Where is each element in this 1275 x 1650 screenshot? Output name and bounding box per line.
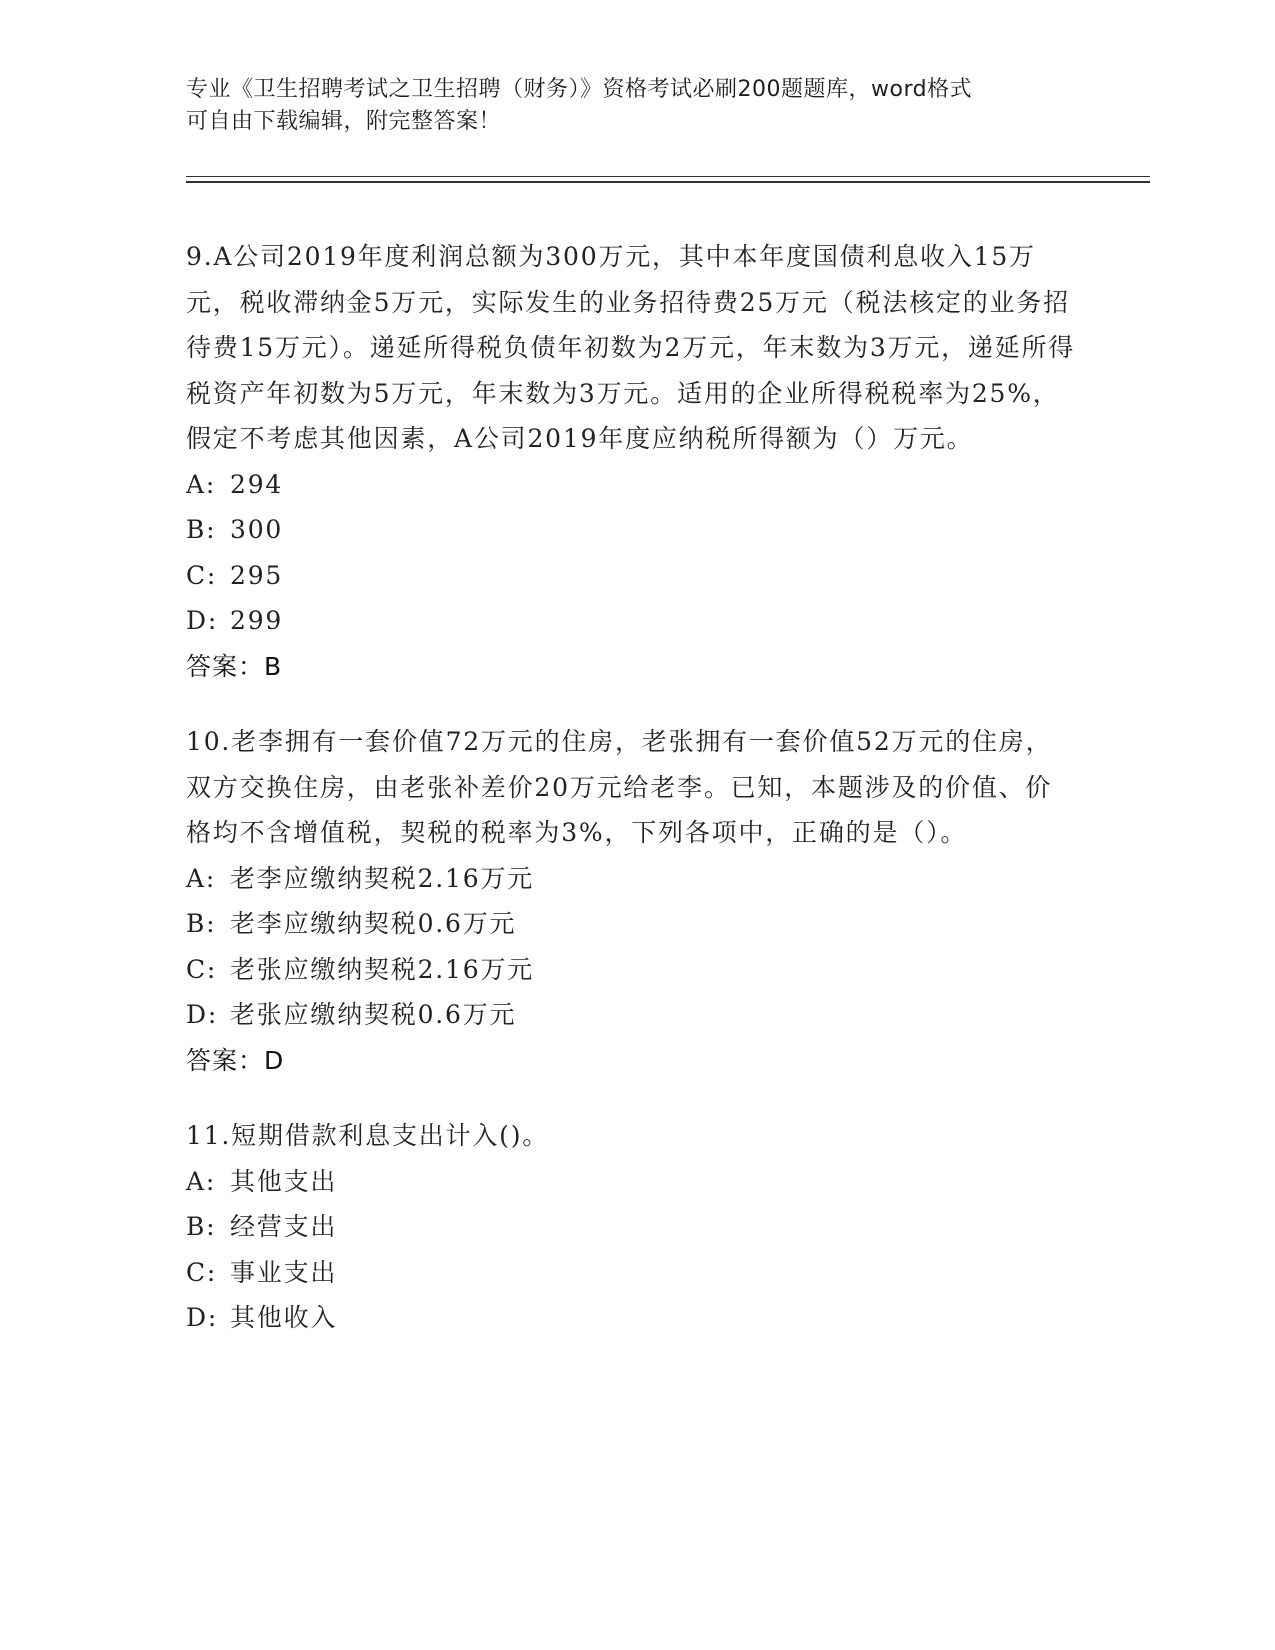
option-text: 其他收入 — [230, 1303, 338, 1332]
answer-line: 答案：B — [186, 651, 283, 681]
option-c — [186, 1250, 1076, 1296]
option-d — [186, 598, 1076, 644]
question-list — [186, 234, 1076, 1371]
option-a — [186, 462, 1076, 508]
option-letter: D: — [186, 606, 219, 635]
option-letter: A: — [186, 863, 217, 893]
question-10 — [186, 719, 1076, 1083]
header-line-1: 专业《卫生招聘考试之卫生招聘（财务）》资格考试必刷200题题库，word格式 — [186, 77, 973, 102]
question-text — [186, 1113, 1076, 1159]
header-divider-thick — [186, 181, 1150, 183]
header-line-2: 可自由下载编辑，附完整答案！ — [186, 109, 502, 134]
option-text: 老李应缴纳契税0.6万元 — [230, 909, 517, 938]
document-header — [186, 74, 1066, 138]
question-number: 11. — [186, 1121, 232, 1150]
header-divider-thin — [186, 176, 1150, 177]
option-b — [186, 1204, 1076, 1250]
option-letter: B: — [186, 515, 217, 544]
option-letter: C: — [186, 1257, 218, 1287]
option-letter: C: — [186, 954, 218, 984]
option-c — [186, 553, 1076, 599]
question-text — [186, 719, 1076, 856]
question-number: 10. — [186, 727, 232, 756]
option-text: 经营支出 — [230, 1212, 338, 1241]
option-text: 老张应缴纳契税0.6万元 — [230, 1000, 517, 1029]
option-text: 294 — [230, 469, 284, 499]
question-text — [186, 234, 1076, 462]
question-body: A公司2019年度利润总额为300万元，其中本年度国债利息收入15万元，税收滞纳金5万元，实际发生的业务招待费25万元（税法核定的业务招待费15万元）。递延所得税负债年初数为2万元，年末数为3万元，递延所得税资产年初数为5万元，年末数为3万元。适用的企业所得税税率为25%，假定不考虑其他因素，A公司2019年度应纳税所得额为（）万元。 — [186, 242, 1076, 453]
question-body: 老李拥有一套价值72万元的住房，老张拥有一套价值52万元的住房，双方交换住房，由老张补差价20万元给老李。已知，本题涉及的价值、价格均不含增值税，契税的税率为3%，下列各项中，正确的是（）。 — [186, 727, 1053, 847]
option-a — [186, 856, 1076, 902]
option-text: 295 — [230, 560, 284, 590]
option-letter: B: — [186, 1212, 217, 1241]
option-c — [186, 947, 1076, 993]
option-d — [186, 992, 1076, 1038]
option-letter: B: — [186, 909, 217, 938]
answer-line: 答案：D — [186, 1045, 285, 1075]
question-11 — [186, 1113, 1076, 1341]
question-number: 9. — [186, 242, 214, 271]
question-body: 短期借款利息支出计入()。 — [231, 1121, 550, 1150]
option-letter: D: — [186, 1303, 219, 1332]
option-a — [186, 1159, 1076, 1205]
option-text: 300 — [230, 515, 284, 544]
option-text: 299 — [230, 606, 284, 635]
option-text: 老李应缴纳契税2.16万元 — [230, 863, 535, 893]
option-text: 事业支出 — [230, 1257, 338, 1287]
question-9 — [186, 234, 1076, 689]
option-b — [186, 901, 1076, 947]
option-b — [186, 507, 1076, 553]
option-letter: A: — [186, 1166, 217, 1196]
option-letter: C: — [186, 560, 218, 590]
option-letter: A: — [186, 469, 217, 499]
option-d — [186, 1295, 1076, 1341]
option-text: 其他支出 — [230, 1166, 338, 1196]
option-letter: D: — [186, 1000, 219, 1029]
option-text: 老张应缴纳契税2.16万元 — [230, 954, 535, 984]
